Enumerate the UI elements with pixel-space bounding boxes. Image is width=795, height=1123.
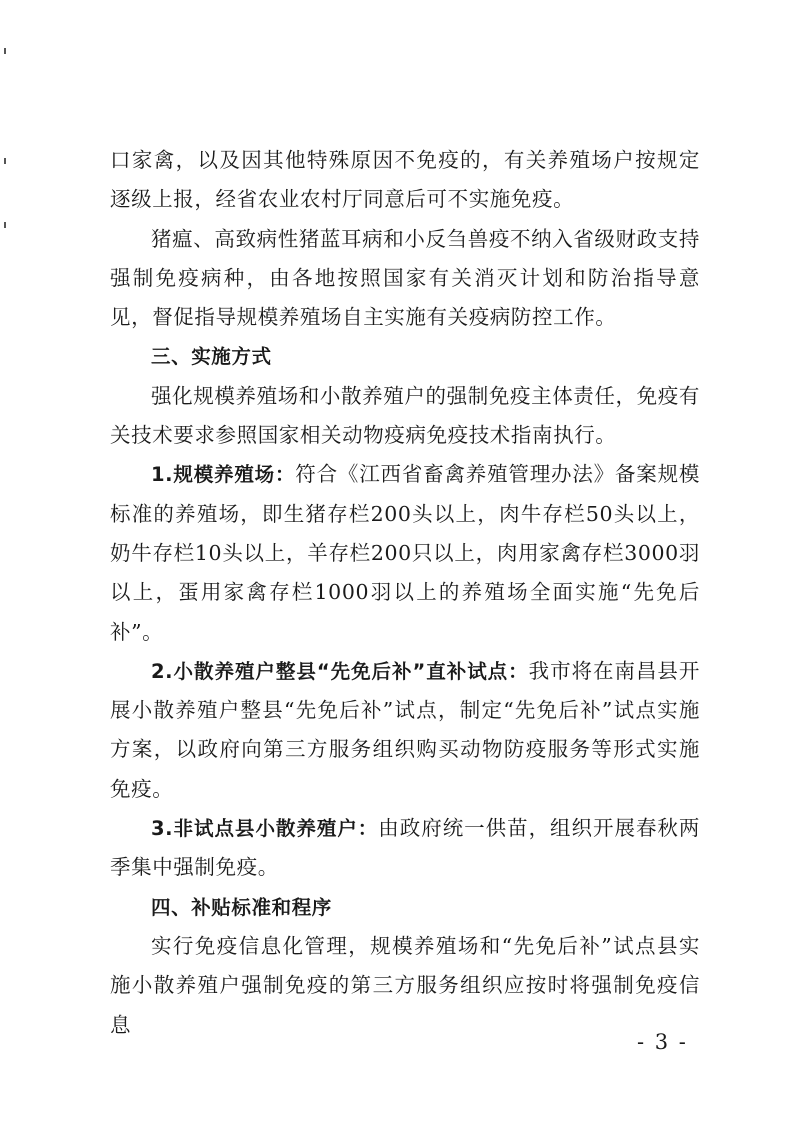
scan-edge-mark — [4, 222, 6, 228]
body-text — [110, 141, 700, 1045]
paragraph: 强化规模养殖场和小散养殖户的强制免疫主体责任，免疫有关技术要求参照国家相关动物疫病免疫技术指南执行。 — [110, 383, 700, 448]
section-heading: 三、实施方式 — [151, 345, 272, 369]
paragraph: 口家禽，以及因其他特殊原因不免疫的，有关养殖场户按规定逐级上报，经省农业农村厅同意后可不实施免疫。 — [110, 148, 700, 212]
paragraph: 实行免疫信息化管理，规模养殖场和“先免后补”试点县实施小散养殖户强制免疫的第三方服务组织应按时将强制免疫信息 — [110, 933, 700, 1037]
list-item-body: 我市将在南昌县开展小散养殖户整县“先免后补”试点，制定“先免后补”试点实施方案，以政府向第三方服务组织购买动物防疫服务等形式实施免疫。 — [110, 658, 700, 801]
list-item — [110, 455, 700, 651]
list-item — [110, 809, 700, 888]
paragraph: 猪瘟、高致病性猪蓝耳病和小反刍兽疫不纳入省级财政支持强制免疫病种，由各地按照国家有关消灭计划和防治指导意见，督促指导规模养殖场自主实施有关疫病防控工作。 — [110, 226, 700, 330]
list-item-title: 1.规模养殖场： — [151, 463, 296, 487]
list-item-title: 2.小散养殖户整县“先免后补”直补试点： — [151, 659, 529, 683]
scan-edge-mark — [4, 158, 6, 164]
section-heading: 四、补贴标准和程序 — [151, 895, 332, 919]
list-item-title: 3.非试点县小散养殖户： — [151, 817, 379, 841]
page-number: - 3 - — [637, 1030, 688, 1054]
list-item-body: 符合《江西省畜禽养殖管理办法》备案规模标准的养殖场，即生猪存栏200头以上，肉牛存栏50头以上，奶牛存栏10头以上，羊存栏200只以上，肉用家禽存栏3000羽以上，蛋用家禽存栏1000羽以上的养殖场全面实施“先免后补”。 — [110, 462, 700, 644]
list-item — [110, 652, 700, 809]
list-item-body: 由政府统一供苗，组织开展春秋两季集中强制免疫。 — [110, 816, 700, 880]
scan-edge-mark — [4, 48, 6, 54]
